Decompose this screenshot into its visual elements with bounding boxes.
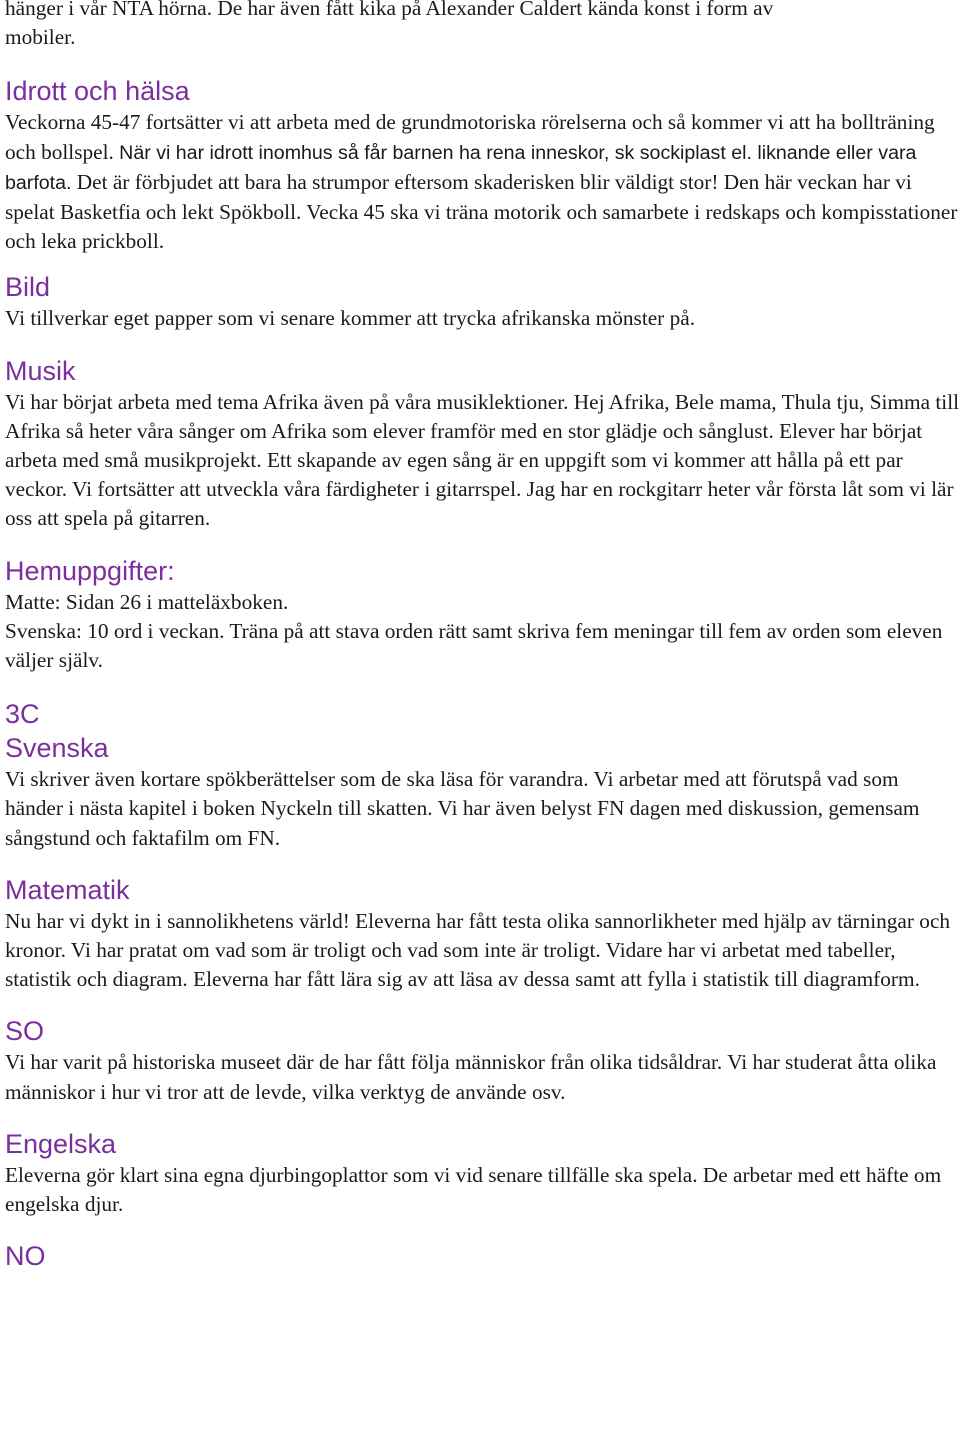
heading-bild: Bild bbox=[5, 272, 51, 303]
document-page bbox=[5, 0, 960, 1273]
heading-idrott: Idrott och hälsa bbox=[5, 76, 190, 107]
heading-hemuppgifter: Hemuppgifter: bbox=[5, 555, 175, 586]
svenska-text: Vi skriver även kortare spökberättelser som de ska läsa för varandra. Vi arbetar med att förutspå vad som händer i nästa kapitel i boken Nyckeln till skatten. Vi har även belyst FN dagen med diskussion, gemensam sångstund och faktafilm om FN. bbox=[5, 767, 920, 850]
hemuppgifter-matte: Matte: Sidan 26 i matteläxboken. bbox=[5, 589, 289, 614]
matematik-text: Nu har vi dykt in i sannolikhetens värld! Eleverna har fått testa olika sannorlikheter med hjälp av tärningar och kronor. Vi har pratat om vad som är troligt och vad som inte är troligt. Vidare har vi arbetat med tabeller, statistik och diagram. Eleverna har fått lära sig av att läsa av dessa samt att fylla i statistik till diagramform. bbox=[5, 908, 951, 992]
musik-text: Vi har börjat arbeta med tema Afrika även på våra musiklektioner. Hej Afrika, Bele mama, Thula tju, Simma till Afrika så heter våra sånger om Afrika som elever framför med en stor glädje och sånglust. Elever har börjat arbeta med små musikprojekt. Ett skapande av egen sång är en uppgift som vi kommer att hålla på ett par veckor. Vi fortsätter att utveckla våra färdigheter i gitarrspel. Jag har en rockgitarr heter vår första låt som vi lär oss att spela på gitarren. bbox=[5, 389, 960, 531]
bild-text: Vi tillverkar eget papper som vi senare kommer att trycka afrikanska mönster på. bbox=[5, 306, 696, 331]
heading-matematik: Matematik bbox=[5, 874, 130, 905]
intro-line-1: hänger i vår NTA hörna. De har även fått kika på Alexander Caldert kända konst i form av bbox=[5, 0, 774, 20]
so-text: Vi har varit på historiska museet där de har fått följa människor från olika tidsåldrar. Vi har studerat åtta olika människor i hur vi tror att de levde, vilka verktyg de använde osv. bbox=[5, 1050, 937, 1104]
heading-no: NO bbox=[5, 1241, 46, 1272]
heading-engelska: Engelska bbox=[5, 1128, 117, 1159]
hemuppgifter-svenska: Svenska: 10 ord i veckan. Träna på att stava orden rätt samt skriva fem meningar till fem av orden som eleven väljer själv. bbox=[5, 618, 943, 673]
engelska-text: Eleverna gör klart sina egna djurbingoplattor som vi vid senare tillfälle ska spela. De arbetar med ett häfte om engelska djur. bbox=[5, 1162, 942, 1217]
idrott-text-a: Veckorna 45-47 fortsätter vi att arbeta med de grundmotoriska rörelserna och så kommer vi att ha bollträning och bollspel. bbox=[5, 110, 935, 164]
intro-line-2: mobiler. bbox=[5, 25, 76, 50]
idrott-text-b: När vi har idrott inomhus så får barnen ha rena inneskor, sk sockiplast el. liknande eller vara barfota. bbox=[5, 141, 917, 194]
heading-musik: Musik bbox=[5, 355, 76, 386]
intro-text bbox=[5, 0, 960, 52]
idrott-text bbox=[5, 108, 960, 256]
idrott-text-c: Det är förbjudet att bara ha strumpor eftersom skaderisken blir väldigt stor! Den här veckan har vi spelat Basketfia och lekt Spökboll. Vecka 45 ska vi träna motorik och samarbete i redskaps och kompisstationer och leka prickboll. bbox=[5, 169, 958, 254]
hemuppgifter-text bbox=[5, 588, 960, 676]
heading-3c: 3C bbox=[5, 699, 40, 730]
heading-so: SO bbox=[5, 1016, 45, 1047]
heading-svenska: Svenska bbox=[5, 733, 109, 764]
